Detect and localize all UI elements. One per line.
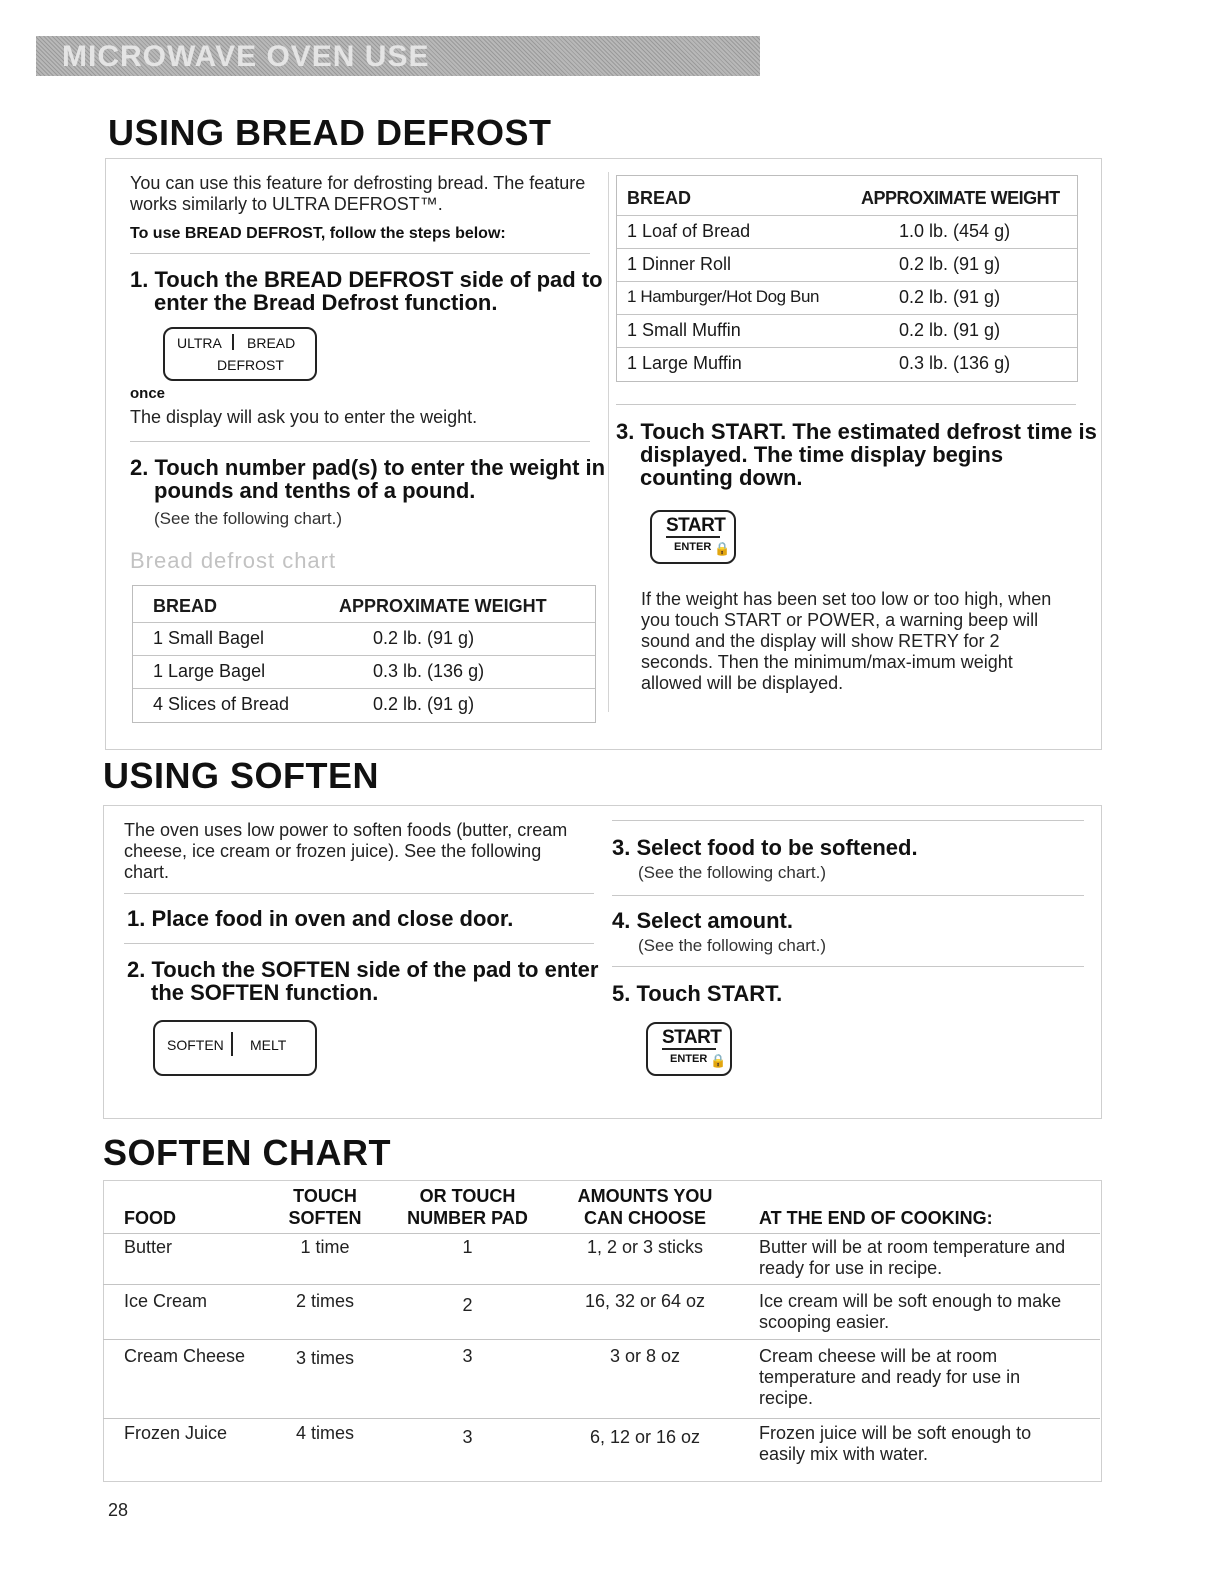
- header-end-of-cooking: AT THE END OF COOKING:: [759, 1208, 993, 1228]
- table-header-bread: BREAD: [153, 596, 218, 616]
- bread-step-3: 3. Touch START. The estimated defrost time is displayed. The time display begins counting down.: [616, 419, 1097, 490]
- cell-amount: 1, 2 or 3 sticks: [586, 1237, 704, 1257]
- row-divider: [617, 347, 1077, 348]
- divider: [130, 253, 590, 254]
- soften-step-2: 2. Touch the SOFTEN side of the pad to enter the SOFTEN function.: [127, 957, 599, 1005]
- divider: [612, 820, 1084, 821]
- soften-step-3: 3. Select food to be softened.: [612, 835, 918, 860]
- cell-touch: 3 times: [295, 1348, 355, 1368]
- soften-melt-pad[interactable]: [153, 1020, 317, 1076]
- divider: [616, 404, 1076, 405]
- cell-pad: 1: [462, 1237, 473, 1257]
- pad-label-defrost: DEFROST: [217, 357, 284, 373]
- bread-instruction: To use BREAD DEFROST, follow the steps below:: [130, 225, 506, 242]
- soften-chart-heading: SOFTEN CHART: [103, 1132, 391, 1173]
- soften-intro: The oven uses low power to soften foods (butter, cream cheese, ice cream or frozen juice). See the following chart.: [124, 820, 568, 882]
- bread-warning: If the weight has been set too low or too high, when you touch START or POWER, a warning beep will sound and the display will show RETRY for 2 seconds. Then the minimum/max-imum weight allowed will be displayed.: [641, 589, 1052, 693]
- cell-end: Ice cream will be soft enough to make scooping easier.: [759, 1291, 1062, 1332]
- row-divider: [133, 688, 595, 689]
- header-amounts-line2: CAN CHOOSE: [583, 1208, 706, 1228]
- table-cell: 0.2 lb. (91 g): [899, 320, 1001, 340]
- table-header-weight: APPROXIMATE WEIGHT: [339, 596, 547, 616]
- header-or-line2: NUMBER PAD: [407, 1208, 528, 1228]
- cell-pad: 3: [462, 1346, 473, 1366]
- soften-step-4-note: (See the following chart.): [638, 936, 827, 955]
- bread-chart-table-right: [616, 175, 1078, 382]
- start-enter-pad[interactable]: [650, 510, 736, 564]
- table-header-bread: BREAD: [627, 188, 692, 208]
- header-or-line1: OR TOUCH: [419, 1186, 516, 1206]
- table-cell: 0.3 lb. (136 g): [373, 661, 485, 681]
- bread-step-2-note: (See the following chart.): [154, 509, 343, 528]
- cell-end: Butter will be at room temperature and ready for use in recipe.: [759, 1237, 1066, 1278]
- row-divider: [133, 622, 595, 623]
- table-cell: 1 Large Bagel: [153, 661, 266, 681]
- row-divider: [617, 314, 1077, 315]
- row-divider: [617, 281, 1077, 282]
- table-cell: 0.2 lb. (91 g): [373, 628, 475, 648]
- banner-title: MICROWAVE OVEN USE: [62, 40, 430, 73]
- row-divider: [617, 215, 1077, 216]
- touch-count-once: once: [130, 385, 166, 402]
- enter-label: ENTER: [674, 541, 712, 553]
- pad-separator: [231, 1032, 233, 1056]
- row-divider: [103, 1339, 1100, 1340]
- soften-step-1: 1. Place food in oven and close door.: [127, 906, 514, 931]
- bread-step-2: 2. Touch number pad(s) to enter the weight in pounds and tenths of a pound.: [130, 455, 606, 503]
- pad-label-melt: MELT: [250, 1037, 287, 1053]
- pad-underline: [666, 536, 720, 538]
- bread-step-1: 1. Touch the BREAD DEFROST side of pad to enter the Bread Defrost function.: [130, 267, 603, 315]
- divider: [124, 943, 594, 944]
- start-label: START: [666, 515, 726, 536]
- table-cell: 1 Loaf of Bread: [627, 221, 751, 241]
- cell-food: Cream Cheese: [124, 1346, 246, 1366]
- soften-step-3-note: (See the following chart.): [638, 863, 827, 882]
- page-number: 28: [108, 1500, 129, 1520]
- table-header-weight: APPROXIMATE WEIGHT: [861, 188, 1060, 208]
- pad-label-ultra: ULTRA: [177, 335, 222, 351]
- start-label: START: [662, 1027, 722, 1048]
- header-touch-line2: SOFTEN: [288, 1208, 362, 1228]
- bread-chart-title: Bread defrost chart: [130, 548, 337, 573]
- cell-end: Cream cheese will be at room temperature and ready for use in recipe.: [759, 1346, 1021, 1408]
- header-touch-line1: TOUCH: [293, 1186, 357, 1206]
- bread-chart-table-left: [132, 585, 596, 723]
- table-cell: 1 Dinner Roll: [627, 254, 732, 274]
- lock-icon: 🔒: [714, 541, 731, 556]
- bread-defrost-heading: USING BREAD DEFROST: [108, 112, 552, 153]
- bread-step-1-note: The display will ask you to enter the weight.: [130, 407, 478, 427]
- cell-pad: 3: [462, 1427, 473, 1447]
- row-divider: [103, 1284, 1100, 1285]
- row-divider: [103, 1418, 1100, 1419]
- header-amounts-line1: AMOUNTS YOU: [577, 1186, 713, 1206]
- header-food: FOOD: [124, 1208, 176, 1228]
- cell-amount: 6, 12 or 16 oz: [589, 1427, 701, 1447]
- row-divider: [617, 248, 1077, 249]
- table-cell: 1.0 lb. (454 g): [899, 221, 1011, 241]
- table-cell: 1 Small Muffin: [627, 320, 741, 340]
- cell-food: Ice Cream: [124, 1291, 208, 1311]
- soften-step-4: 4. Select amount.: [612, 908, 793, 933]
- pad-underline: [662, 1048, 716, 1050]
- row-divider: [103, 1233, 1100, 1234]
- table-cell: 0.2 lb. (91 g): [899, 254, 1001, 274]
- lock-icon: 🔒: [710, 1053, 727, 1068]
- divider: [612, 895, 1084, 896]
- cell-touch: 1 time: [300, 1237, 350, 1257]
- bread-intro: You can use this feature for defrosting bread. The feature works similarly to ULTRA DEFROST™.: [130, 173, 586, 214]
- soften-heading: USING SOFTEN: [103, 755, 380, 796]
- table-cell: 1 Small Bagel: [153, 628, 265, 648]
- cell-pad: 2: [462, 1295, 473, 1315]
- start-enter-pad[interactable]: [646, 1022, 732, 1076]
- enter-label: ENTER: [670, 1053, 708, 1065]
- cell-food: Frozen Juice: [124, 1423, 228, 1443]
- pad-label-bread: BREAD: [247, 335, 296, 351]
- table-cell: 1 Hamburger/Hot Dog Bun: [627, 287, 820, 306]
- divider: [130, 441, 590, 442]
- cell-touch: 4 times: [295, 1423, 355, 1443]
- table-cell: 0.3 lb. (136 g): [899, 353, 1011, 373]
- cell-amount: 16, 32 or 64 oz: [584, 1291, 706, 1311]
- cell-amount: 3 or 8 oz: [609, 1346, 681, 1366]
- pad-label-soften: SOFTEN: [167, 1037, 224, 1053]
- pad-separator: [232, 334, 234, 350]
- row-divider: [133, 655, 595, 656]
- table-cell: 4 Slices of Bread: [153, 694, 290, 714]
- cell-touch: 2 times: [295, 1291, 355, 1311]
- divider: [612, 966, 1084, 967]
- ultra-bread-defrost-pad[interactable]: [163, 327, 317, 381]
- table-cell: 1 Large Muffin: [627, 353, 742, 373]
- soften-step-5: 5. Touch START.: [612, 981, 783, 1006]
- column-divider: [608, 172, 609, 712]
- cell-end: Frozen juice will be soft enough to easily mix with water.: [759, 1423, 1032, 1464]
- table-cell: 0.2 lb. (91 g): [899, 287, 1001, 307]
- divider: [124, 893, 594, 894]
- table-cell: 0.2 lb. (91 g): [373, 694, 475, 714]
- cell-food: Butter: [124, 1237, 173, 1257]
- section-banner: [36, 36, 760, 76]
